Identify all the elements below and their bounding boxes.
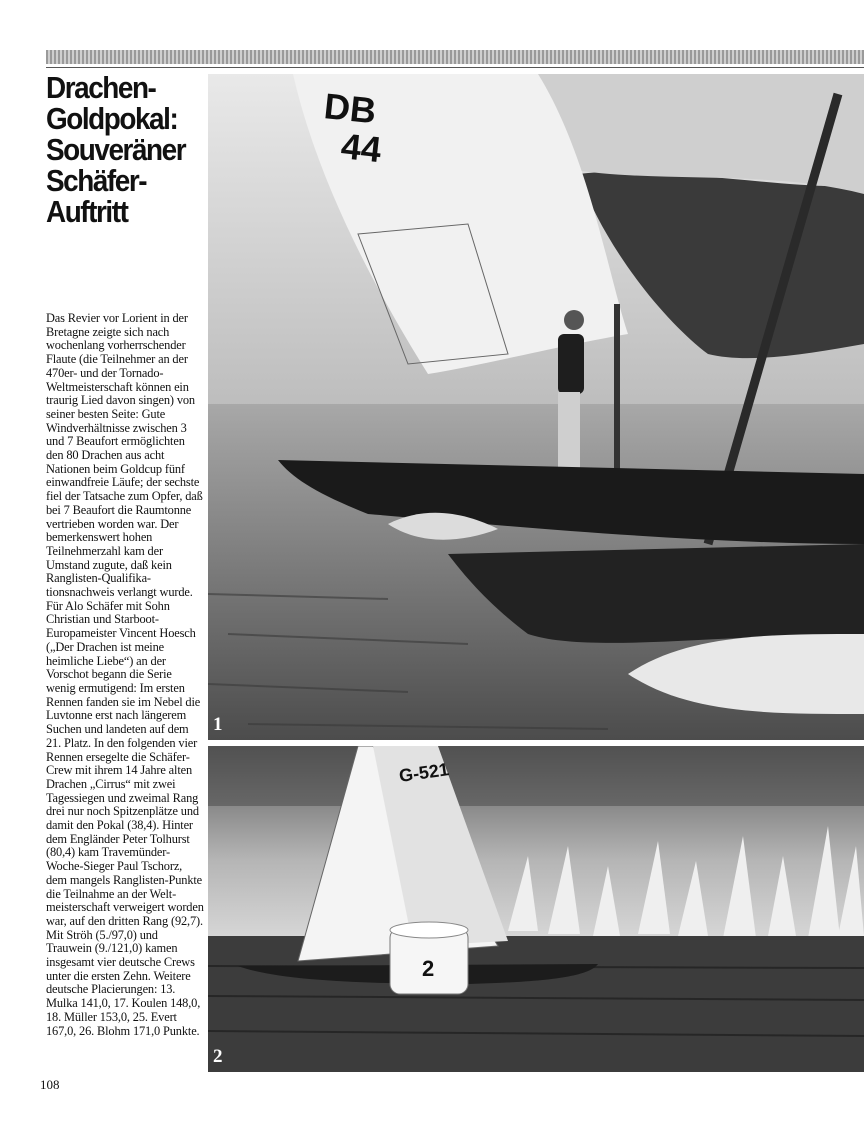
- body-paragraph-1: Das Revier vor Lorient in der Bretagne zeigte sich nach wochenlang vorherrschender Flaute (die Teilnehmer an der 470er- und der Tornado-Weltmeisterschaft können ein traurig Lied davon singen) von seiner besten Seite: Gute Windverhältnisse zwischen 3 und 7 Beaufort ermöglichten den 80 Drachen aus acht Nationen beim Goldcup fünf einwandfreie Läufe; der sechste fiel der Tatsache zum Opfer, daß bei 7 Beaufort die Raumtonne vertrieben worden war. Der bemerkenswert hohen Teilnehmerzahl kam der Umstand zugute, daß kein Ranglisten-Qualifikationsnachweis verlangt wurde.: [46, 311, 203, 600]
- photo-1-number: 1: [213, 714, 223, 735]
- photo-1-image: [208, 74, 864, 740]
- article-headline: [46, 72, 190, 227]
- sail-mark-g521: G-521: [397, 759, 451, 786]
- headline-line-5: Auftritt: [46, 194, 128, 229]
- headline-line-2: Goldpokal:: [46, 101, 178, 136]
- photo-1-dragon-boats-spinnaker: [208, 74, 864, 740]
- article-body: [46, 312, 204, 1038]
- photo-2-image: [208, 746, 864, 1072]
- photo-2-dragon-fleet-buoy: [208, 746, 864, 1072]
- body-paragraph-2: Für Alo Schäfer mit Sohn Christian und Starboot-Europameister Vincent Hoesch („Der Drachen ist meine heimliche Liebe“) an der Vorschot begann die Serie wenig ermutigend: Im ersten Rennen fanden sie im Nebel die Luvtonne erst nach längerem Suchen und landeten auf dem 21. Platz. In den folgenden vier Rennen ersegelte die Schäfer-Crew mit ihrem 14 Jahre alten Drachen „Cirrus“ mit zwei Tagessiegen und zweimal Rang drei nur noch Spitzenplätze und damit den Pokal (38,4). Hinter dem Engländer Peter Tolhurst (80,4) kam Travemünder-Woche-Sieger Paul Tschorz, dem mangels Ranglisten-Punkte die Teilnahme an der Weltmeisterschaft verweigert worden war, auf den dritten Rang (92,7). Mit Ströh (5./97,0) und Trauwein (9./121,0) kamen insgesamt vier deutsche Crews unter die ersten Zehn. Weitere deutsche Placierungen: 13. Mulka 141,0, 17. Koulen 148,0, 18. Müller 153,0, 25. Evert 167,0, 26. Blohm 171,0 Punkte.: [46, 598, 204, 1038]
- headline-line-3: Souveräner: [46, 132, 186, 167]
- buoy-label: 2: [422, 956, 435, 981]
- sail-mark-line-1: DB: [322, 85, 379, 132]
- header-rule: [46, 50, 864, 64]
- header-thin-rule: [46, 67, 864, 68]
- page-number: 108: [40, 1077, 60, 1092]
- sail-mark-line-2: 44: [339, 125, 384, 171]
- photo-2-number: 2: [213, 1046, 223, 1067]
- headline-line-4: Schäfer-: [46, 163, 147, 198]
- headline-line-1: Drachen-: [46, 70, 156, 105]
